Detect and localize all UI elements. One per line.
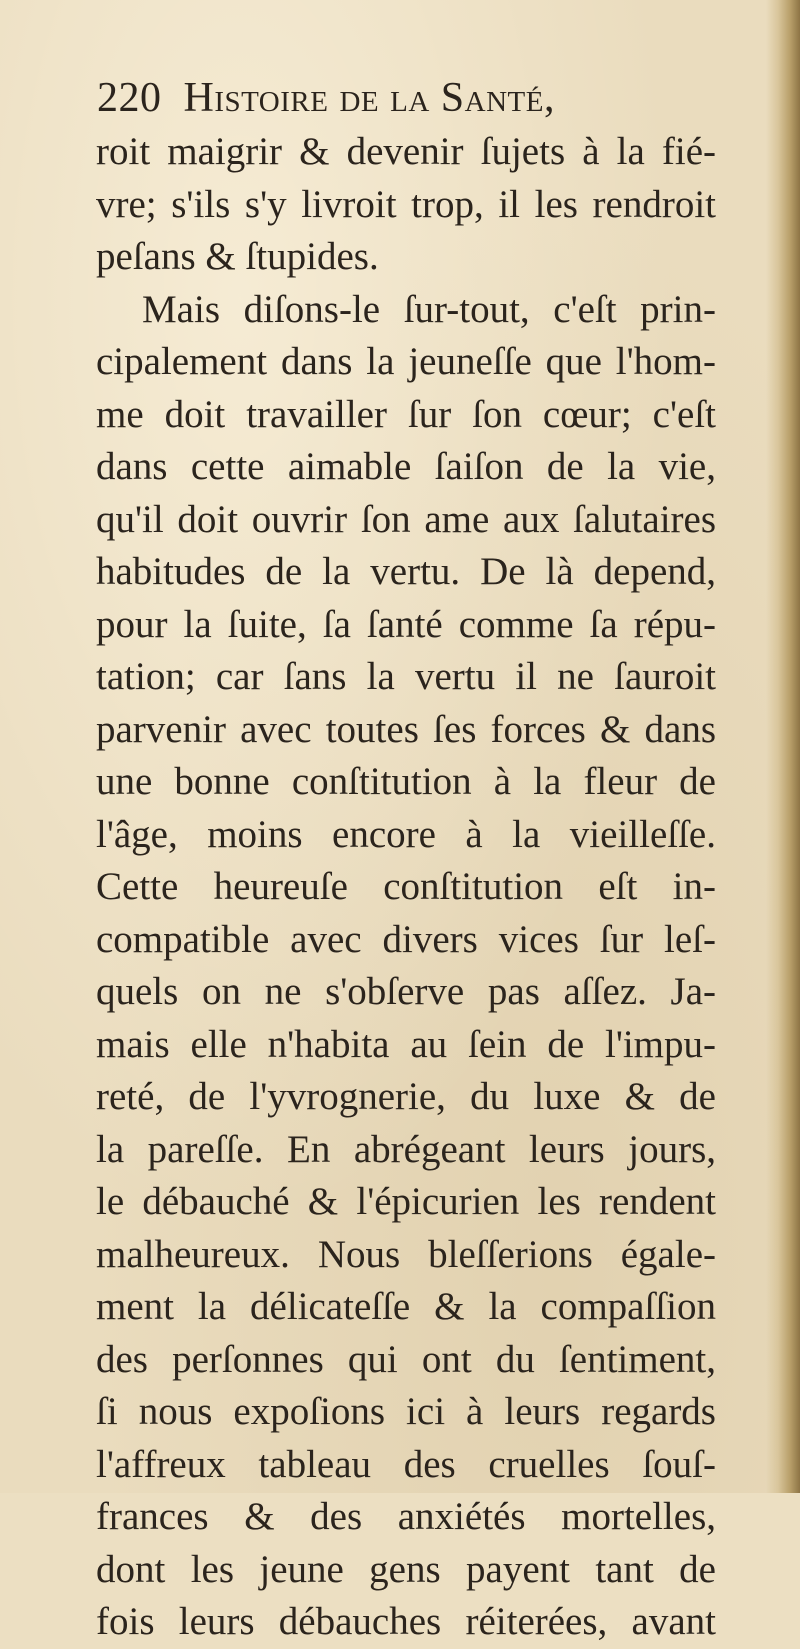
text-line: pour la ſuite, ſa ſanté comme ſa répu- (96, 602, 716, 646)
text-line: des perſonnes qui ont du ſentiment, (96, 1337, 716, 1381)
text-line: reté, de l'yvrognerie, du luxe & de (96, 1075, 716, 1118)
text-line: ſi nous expoſions ici à leurs regards (96, 1390, 716, 1433)
page-number: 220 (97, 75, 162, 121)
text-line: fois leurs débauches réiterées, avant (96, 1600, 716, 1643)
text-line: l'âge, moins encore à la vieilleſſe. (96, 812, 716, 856)
text-line: peſans & ſtupides. (96, 235, 379, 278)
text-line: mais elle n'habita au ſein de l'impu- (96, 1022, 716, 1066)
page-edge-shadow (766, 0, 800, 1493)
text-line: Mais diſons-le ſur-tout, c'eſt prin- (142, 287, 716, 331)
text-line: le débauché & l'épicurien les rendent (96, 1180, 716, 1223)
text-line: ment la délicateſſe & la compaſſion (96, 1285, 716, 1328)
text-line: quels on ne s'obſerve pas aſſez. Ja- (96, 970, 716, 1013)
text-line: tation; car ſans la vertu il ne ſauroit (96, 655, 716, 698)
text-line: qu'il doit ouvrir ſon ame aux ſalutaires (96, 497, 716, 541)
text-line: l'affreux tableau des cruelles ſouſ- (96, 1442, 716, 1486)
text-line: la pareſſe. En abrégeant leurs jours, (96, 1127, 716, 1171)
text-line: habitudes de la vertu. De là depend, (96, 550, 716, 593)
text-line: compatible avec divers vices ſur leſ- (96, 917, 716, 961)
text-line: dans cette aimable ſaiſon de la vie, (96, 445, 716, 488)
text-line: dont les jeune gens payent tant de (96, 1547, 716, 1591)
text-line: une bonne conſtitution à la fleur de (96, 760, 716, 803)
body-text (96, 126, 716, 1649)
text-line: vre; s'ils s'y livroit trop, il les rendroit (96, 182, 716, 226)
text-line: Cette heureuſe conſtitution eſt in- (96, 865, 716, 908)
text-line: roit maigrir & devenir ſujets à la fié- (96, 130, 716, 173)
text-line: frances & des anxiétés mortelles, (96, 1495, 716, 1538)
running-header (97, 74, 697, 122)
running-title: Histoire de la Santé, (183, 75, 555, 121)
text-line: me doit travailler ſur ſon cœur; c'eſt (96, 392, 716, 436)
text-line: cipalement dans la jeuneſſe que l'hom- (96, 340, 716, 383)
text-line: malheureux. Nous bleſſerions égale- (96, 1232, 716, 1276)
text-line: parvenir avec toutes ſes forces & dans (96, 707, 716, 751)
